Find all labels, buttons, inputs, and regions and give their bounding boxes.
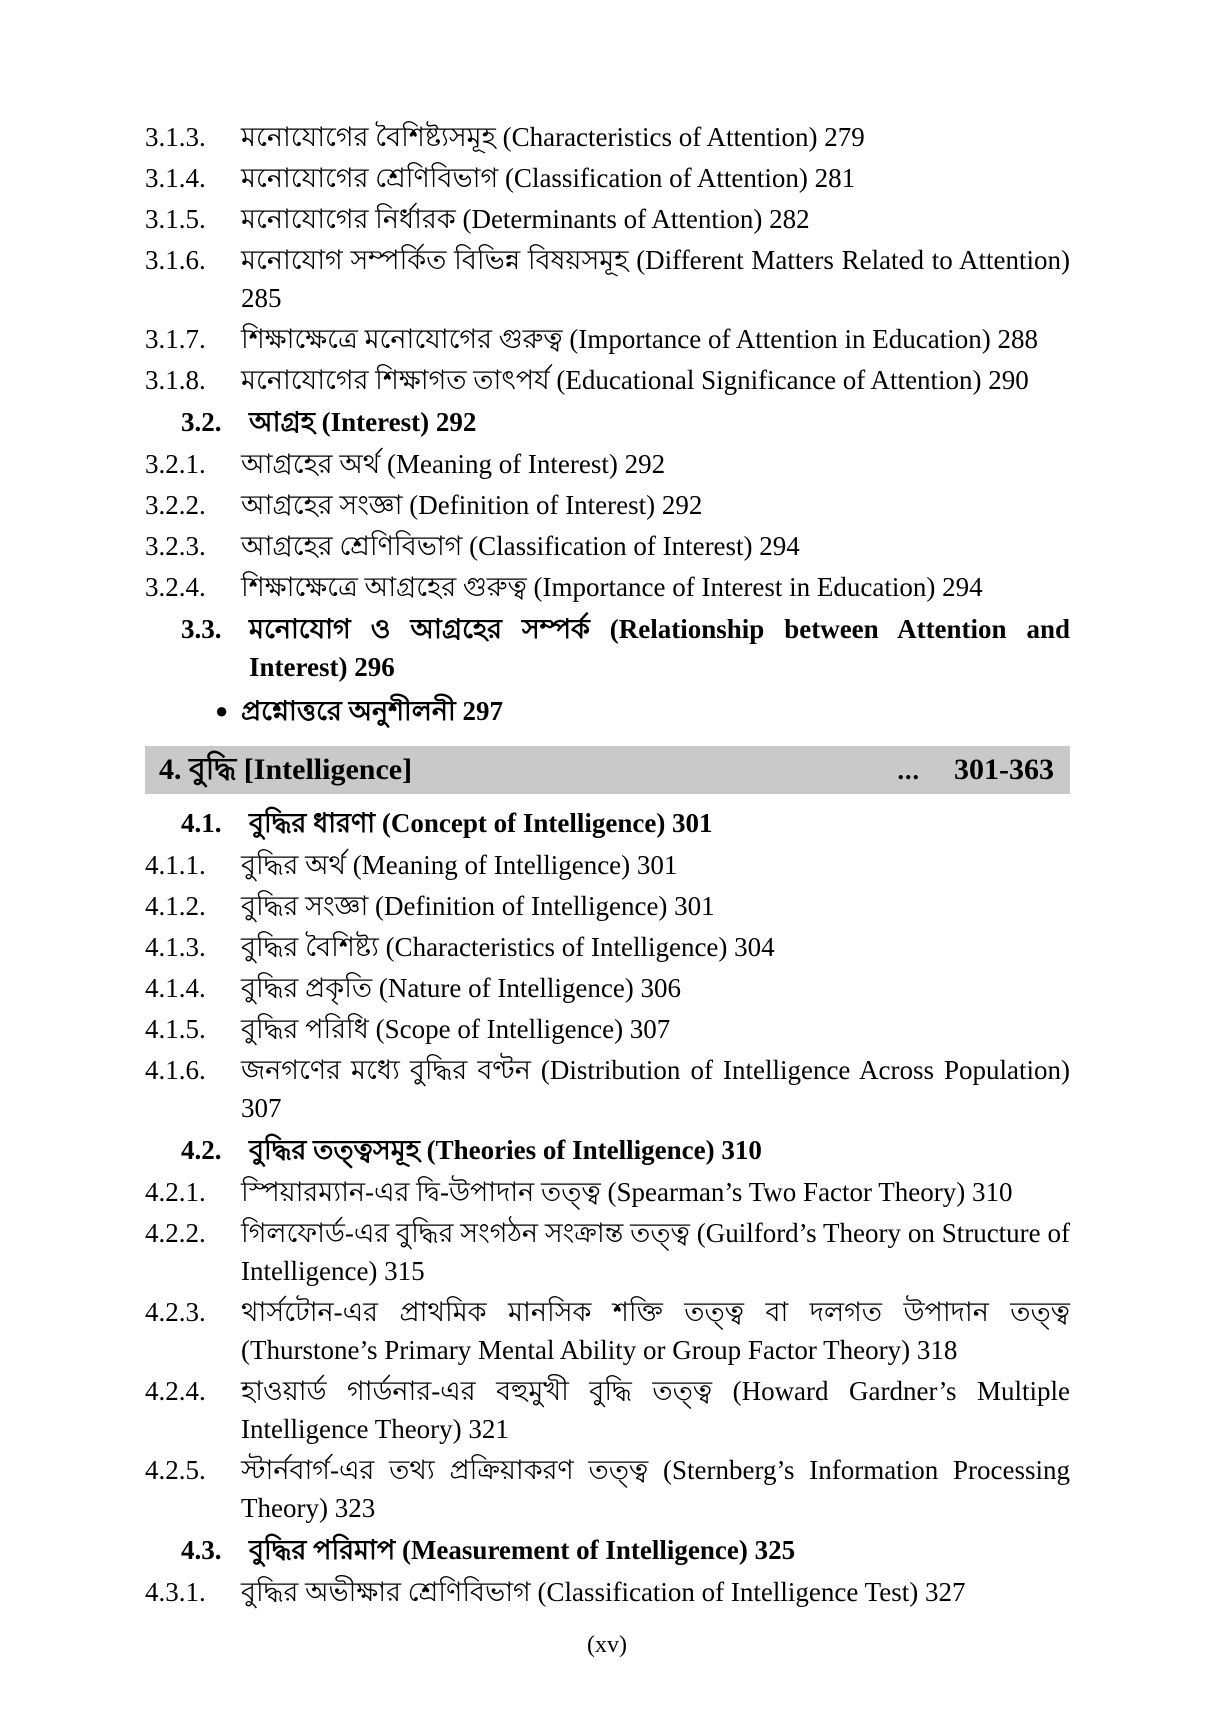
- toc-entry-number: 3.1.3.: [145, 122, 206, 152]
- toc-entry-text: জনগণের মধ্যে বুদ্ধির বণ্টন (Distribution of Intelligence Across Population) 307: [241, 1055, 1070, 1123]
- toc-entry-text: বুদ্ধির পরিধি (Scope of Intelligence) 307: [241, 1014, 671, 1044]
- toc-entry-number: 3.2.4.: [145, 572, 206, 602]
- toc-entry-text: মনোযোগের শিক্ষাগত তাৎপর্য (Educational Significance of Attention) 290: [241, 365, 1029, 395]
- toc-entry-number: 4.2.4.: [145, 1376, 206, 1406]
- toc-entry: [181, 804, 1070, 842]
- toc-entry-text: মনোযোগের বৈশিষ্ট্যসমূহ (Characteristics of Attention) 279: [241, 122, 865, 152]
- toc-entry-text: মনোযোগের নির্ধারক (Determinants of Attention) 282: [241, 204, 810, 234]
- toc-entry-number: 4.2.5.: [145, 1455, 206, 1485]
- toc-entry: [145, 159, 1070, 197]
- toc-entry-number: 3.2.3.: [145, 531, 206, 561]
- toc-entry: [145, 118, 1070, 156]
- toc-entry-text: হাওয়ার্ড গার্ডনার-এর বহুমুখী বুদ্ধি তত্ত্ব (Howard Gardner’s Multiple Intelligence Theory) 321: [241, 1376, 1070, 1444]
- bullet-icon: ●: [215, 698, 229, 723]
- toc-entry: [145, 320, 1070, 358]
- toc-entry: [145, 241, 1070, 317]
- toc-entry: [145, 1010, 1070, 1048]
- toc-entry: [145, 1573, 1070, 1611]
- chapter-number: 4.: [159, 752, 182, 786]
- toc-entry: [145, 969, 1070, 1007]
- toc-entry: [145, 445, 1070, 483]
- toc-entry: [145, 1051, 1070, 1127]
- toc-entry-text: শিক্ষাক্ষেত্রে আগ্রহের গুরুত্ব (Importance of Interest in Education) 294: [241, 572, 983, 602]
- toc-entry-text: আগ্রহের অর্থ (Meaning of Interest) 292: [241, 449, 666, 479]
- toc-entry-text: বুদ্ধির ধারণা (Concept of Intelligence) 301: [249, 808, 713, 838]
- toc-entry-text: গিলফোর্ড-এর বুদ্ধির সংগঠন সংক্রান্ত তত্ত্ব (Guilford’s Theory on Structure of Intelligence) 315: [241, 1218, 1070, 1286]
- toc-entry-text: বুদ্ধির তত্ত্বসমূহ (Theories of Intelligence) 310: [249, 1135, 762, 1165]
- toc-entry-text: শিক্ষাক্ষেত্রে মনোযোগের গুরুত্ব (Importance of Attention in Education) 288: [241, 324, 1038, 354]
- toc-entry: [145, 486, 1070, 524]
- toc-entry: [145, 928, 1070, 966]
- toc-entry-text: আগ্রহ (Interest) 292: [249, 407, 477, 437]
- toc-entry-number: 3.1.6.: [145, 245, 206, 275]
- toc-entry-number: 4.2.2.: [145, 1218, 206, 1248]
- table-of-contents: [145, 118, 1070, 1614]
- toc-entry-text: বুদ্ধির অভীক্ষার শ্রেণিবিভাগ (Classification of Intelligence Test) 327: [241, 1577, 966, 1607]
- toc-entry-number: 4.1.5.: [145, 1014, 206, 1044]
- toc-entry: [145, 1451, 1070, 1527]
- toc-entry-text: স্পিয়ারম্যান-এর দ্বি-উপাদান তত্ত্ব (Spearman’s Two Factor Theory) 310: [241, 1177, 1013, 1207]
- toc-bullet-entry: [215, 692, 1070, 730]
- toc-entry: [181, 1131, 1070, 1169]
- chapter-header-bar: [145, 746, 1070, 794]
- toc-entry-number: 4.1.4.: [145, 973, 206, 1003]
- toc-entry: [181, 1531, 1070, 1569]
- toc-entry-text: প্রশ্নোত্তরে অনুশীলনী 297: [241, 696, 503, 726]
- toc-entry-text: বুদ্ধির সংজ্ঞা (Definition of Intelligence) 301: [241, 891, 715, 921]
- toc-entry: [145, 1214, 1070, 1290]
- toc-entry-number: 3.2.: [181, 407, 222, 437]
- toc-entry-text: স্টার্নবার্গ-এর তথ্য প্রক্রিয়াকরণ তত্ত্ব (Sternberg’s Information Processing Theory) 323: [241, 1455, 1070, 1523]
- toc-entry: [145, 361, 1070, 399]
- toc-entry-number: 3.3.: [181, 614, 222, 644]
- toc-entry-number: 4.1.6.: [145, 1055, 206, 1085]
- toc-entry-text: মনোযোগ সম্পর্কিত বিভিন্ন বিষয়সমূহ (Different Matters Related to Attention) 285: [241, 245, 1070, 313]
- chapter-page-range: 301-363: [954, 753, 1054, 786]
- toc-entry-number: 3.2.1.: [145, 449, 206, 479]
- toc-entry: [145, 887, 1070, 925]
- chapter-page-range-group: [898, 753, 1055, 787]
- toc-entry-number: 3.1.8.: [145, 365, 206, 395]
- toc-entry: [145, 1372, 1070, 1448]
- chapter-title-english: [Intelligence]: [243, 752, 413, 786]
- toc-entry-number: 4.1.: [181, 808, 222, 838]
- toc-entry-number: 3.1.7.: [145, 324, 206, 354]
- toc-entry-number: 4.3.: [181, 1535, 222, 1565]
- toc-entry-text: বুদ্ধির প্রকৃতি (Nature of Intelligence) 306: [241, 973, 682, 1003]
- toc-entry: [181, 610, 1070, 686]
- toc-entry: [145, 1173, 1070, 1211]
- toc-entry-number: 4.2.1.: [145, 1177, 206, 1207]
- toc-entry-text: বুদ্ধির অর্থ (Meaning of Intelligence) 301: [241, 850, 678, 880]
- toc-entry-number: 4.1.1.: [145, 850, 206, 880]
- toc-entry-text: আগ্রহের সংজ্ঞা (Definition of Interest) 292: [241, 490, 703, 520]
- toc-entry: [145, 527, 1070, 565]
- toc-entry-text: থার্সটোন-এর প্রাথমিক মানসিক শক্তি তত্ত্ব বা দলগত উপাদান তত্ত্ব (Thurstone’s Primary Mental Ability or Group Factor Theory) 318: [241, 1297, 1070, 1365]
- chapter-title: [159, 745, 412, 796]
- toc-entry-number: 4.3.1.: [145, 1577, 206, 1607]
- toc-entry-number: 4.1.2.: [145, 891, 206, 921]
- toc-entry-number: 4.2.: [181, 1135, 222, 1165]
- toc-entry-text: আগ্রহের শ্রেণিবিভাগ (Classification of Interest) 294: [241, 531, 800, 561]
- leader-dots: ...: [897, 756, 920, 785]
- toc-entry: [145, 568, 1070, 606]
- toc-entry-number: 3.2.2.: [145, 490, 206, 520]
- toc-entry-text: মনোযোগের শ্রেণিবিভাগ (Classification of Attention) 281: [241, 163, 856, 193]
- toc-entry: [145, 846, 1070, 884]
- toc-entry-number: 3.1.5.: [145, 204, 206, 234]
- toc-entry-text: মনোযোগ ও আগ্রহের সম্পর্ক (Relationship between Attention and Interest) 296: [249, 614, 1070, 682]
- toc-entry-number: 4.1.3.: [145, 932, 206, 962]
- toc-entry: [145, 200, 1070, 238]
- toc-entry-number: 4.2.3.: [145, 1297, 206, 1327]
- toc-entry-text: বুদ্ধির পরিমাপ (Measurement of Intelligence) 325: [249, 1535, 796, 1565]
- chapter-title-bengali: বুদ্ধি: [189, 752, 237, 786]
- page-folio: (xv): [587, 1632, 627, 1658]
- toc-entry-number: 3.1.4.: [145, 163, 206, 193]
- toc-entry-text: বুদ্ধির বৈশিষ্ট্য (Characteristics of Intelligence) 304: [241, 932, 775, 962]
- toc-entry: [145, 1293, 1070, 1369]
- toc-entry: [181, 403, 1070, 441]
